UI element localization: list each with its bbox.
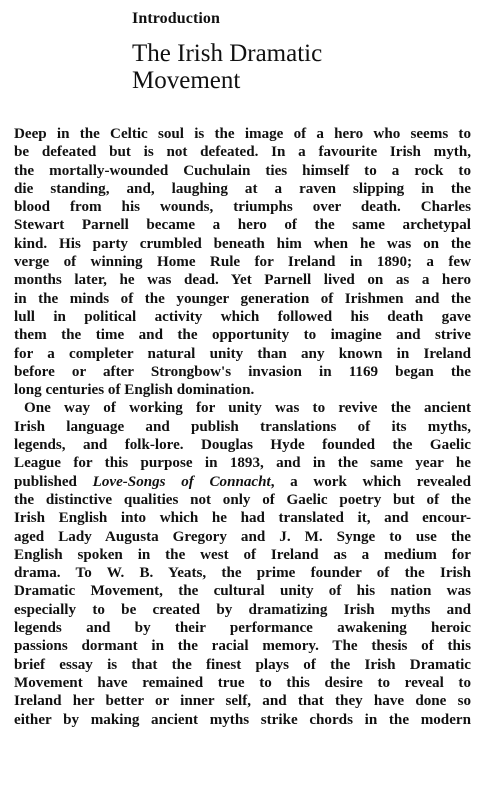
- text-line: passions dormant in the racial memory. The thesis of this: [14, 638, 471, 655]
- text-line: long centuries of English domination.: [14, 382, 255, 399]
- text-line: brief essay is that the finest plays of the Irish Dramatic: [14, 656, 471, 673]
- text-line: lull in political activity which followed his death gave: [14, 308, 471, 325]
- text-line: One way of working for unity was to revive the ancient: [24, 400, 471, 417]
- text-fragment: published: [14, 473, 93, 490]
- chapter-title-line-2: Movement: [132, 67, 241, 94]
- text-line: English spoken in the west of Ireland as a medium for: [14, 546, 471, 563]
- text-line: blood from his wounds, triumphs over death. Charles: [14, 199, 471, 216]
- text-line: Irish language and publish translations of its myths,: [14, 418, 471, 435]
- text-line: Dramatic Movement, the cultural unity of his nation was: [14, 583, 471, 600]
- text-line: verge of winning Home Rule for Ireland in 1890; a few: [14, 254, 471, 271]
- text-line: either by making ancient myths strike chords in the modern: [14, 711, 471, 728]
- text-line: Ireland her better or inner self, and that they have done so: [14, 693, 471, 710]
- text-line: in the minds of the younger generation of Irishmen and the: [14, 290, 471, 307]
- text-line: aged Lady Augusta Gregory and J. M. Synge to use the: [14, 528, 471, 545]
- text-line: Stewart Parnell became a hero of the same archetypal: [14, 217, 471, 234]
- text-line: for a completer natural unity than any known in Ireland: [14, 345, 471, 362]
- text-line: League for this purpose in 1893, and in the same year he: [14, 455, 471, 472]
- text-line: be defeated but is not defeated. In a favourite Irish myth,: [14, 144, 471, 161]
- text-line: months later, he was dead. Yet Parnell lived on as a hero: [14, 272, 471, 289]
- text-line-with-italic-title: [14, 473, 471, 491]
- text-line: Movement have remained true to this desire to reveal to: [14, 674, 471, 691]
- text-fragment: , a work which revealed: [270, 473, 471, 490]
- text-line: kind. His party crumbled beneath him when he was on the: [14, 235, 471, 252]
- text-line: the mortally-wounded Cuchulain ties himself to a rock to: [14, 162, 471, 179]
- text-line: Irish English into which he had translated it, and encour-: [14, 510, 471, 527]
- body-text: [14, 125, 471, 729]
- section-label: Introduction: [132, 10, 221, 27]
- text-line: the distinctive qualities not only of Gaelic poetry but of the: [14, 491, 471, 508]
- text-line: Deep in the Celtic soul is the image of a hero who seems to: [14, 126, 471, 142]
- text-line: legends and by their performance awakening heroic: [14, 620, 471, 637]
- text-line: legends, and folk-lore. Douglas Hyde founded the Gaelic: [14, 437, 471, 454]
- text-line: especially to be created by dramatizing Irish myths and: [14, 601, 471, 618]
- book-title-italic: Love-Songs of Connacht: [92, 473, 271, 490]
- chapter-title-line-1: The Irish Dramatic: [132, 40, 323, 67]
- text-line: drama. To W. B. Yeats, the prime founder of the Irish: [14, 565, 471, 582]
- text-line: before or after Strongbow's invasion in 1169 began the: [14, 363, 471, 380]
- chapter-title: [132, 40, 322, 94]
- text-line: die standing, and, laughing at a raven slipping in the: [14, 180, 471, 197]
- text-line: them the time and the opportunity to imagine and strive: [14, 327, 471, 344]
